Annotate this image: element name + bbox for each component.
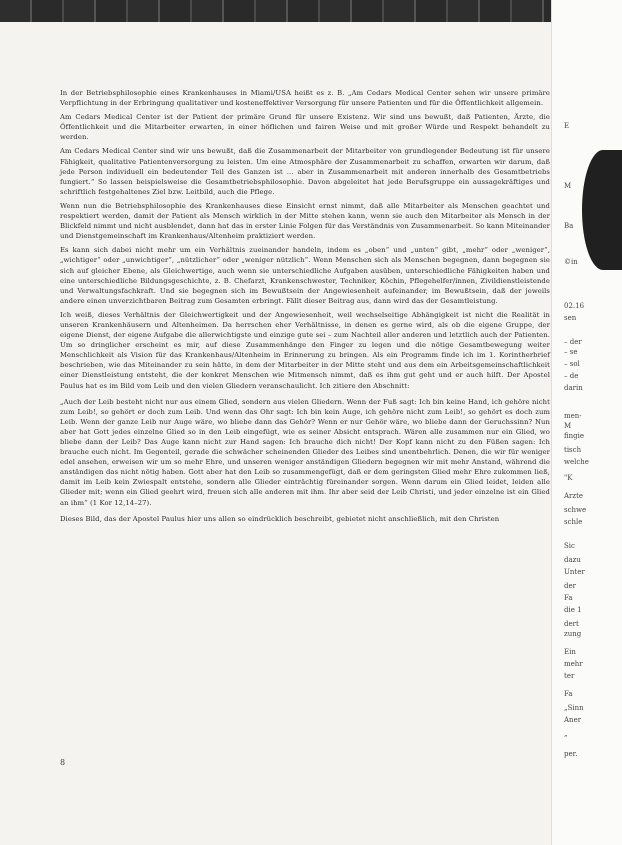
paragraph-6: Ich weiß, dieses Verhältnis der Gleichwertigkeit und der Angewiesenheit, weil wechselseitige Abhängigkeit ist nicht die Realität in unseren Krankenhäusern und Altenheimen. Da herrschen eher Verhältnisse, in denen es gerne wird, als ob die eigene Gruppe, der eigene Dienst, der eigene Aufgabe die allerwichtigste und einzige gute sei – zum Nachteil aller anderen und letztlich auch der Patienten. Um so dringlicher erscheint es mir, auf diese Zusammenhänge den Finger zu legen und die nötige Gesamtbewegung weiter Menschlichkeit als Vision für das Krankenhaus/Altenheim in Erinnerung zu bringen. Als ein Programm finde ich im 1. Korintherbrief beschrieben, wie das Miteinander zu sein hätte, in dem der Mitarbeiter in der Mitte steht und aus dem ein Arbeitsgemeinschaftlichkeit einer Dienstleistung entsteht, die der konkret Menschen wie Mitmensch nimmt, daß es ihm gut geht und er auch hilft. Der Apostel Paulus hat es im Bild vom Leib und den vielen Gliedern veranschaulicht. Ich zitiere den Abschnitt: bbox=[60, 310, 550, 390]
adjacent-page-fragment: 02.16 bbox=[564, 302, 585, 310]
adjacent-page-fragment: – de bbox=[564, 372, 579, 380]
adjacent-page-fragment: tisch bbox=[564, 446, 582, 454]
adjacent-page-fragment: welche bbox=[564, 458, 589, 466]
adjacent-page-edge bbox=[551, 0, 622, 845]
adjacent-page-fragment: schwe bbox=[564, 506, 587, 514]
scan-strip bbox=[0, 0, 560, 22]
adjacent-page-fragment: Fa bbox=[564, 690, 573, 698]
adjacent-page-fragment: „ bbox=[564, 730, 568, 738]
paragraph-5: Es kann sich dabei nicht mehr um ein Verhältnis zueinander handeln, indem es „oben“ und „unten“ gibt, „mehr“ oder „weniger“, „wichtiger“ oder „unwichtiger“, „nützlicher“ oder „weniger nützlich“. Wenn Menschen sich als Menschen begegnen, dann begegnen sie sich auf gleicher Ebene, als Gleichwertige, auch wenn sie unterschiedliche Aufgaben ausüben, unterschiedliche Fähigkeiten haben und eine unterschiedliche Bildungsgeschichte, z. B. Chefarzt, Krankenschwester, Techniker, Köchin, Pflegehelfer/innen, Zivildienstleistende und Verwaltungsfachkraft. Und sie begegnen sich im Bewußtsein der Angewiesenheit aufeinander, im Bewußtsein, daß der jeweils andere einen unverzichtbaren Beitrag zum Gesamten erbringt. Fällt dieser Beitrag aus, dann wird das der Gesamtleistung. bbox=[60, 246, 550, 305]
adjacent-page-fragment: – sol bbox=[564, 360, 580, 368]
document-body bbox=[60, 88, 550, 528]
adjacent-page-fragment: mehr bbox=[564, 660, 583, 668]
adjacent-page-fragment: die 1 bbox=[564, 606, 582, 614]
adjacent-page-fragment: Unter bbox=[564, 568, 585, 576]
adjacent-page-fragment: Arzte bbox=[564, 492, 584, 500]
paragraph-3: Am Cedars Medical Center sind wir uns bewußt, daß die Zusammenarbeit der Mitarbeiter von grundlegender Bedeutung ist für unsere Fähigkeit, qualitative Patientenversorgung zu leisten. Um eine Atmosphäre der Zusammenarbeit zu schaffen, erwarten wir darum, daß jede Person individuell ein bedeutender Teil des Ganzen ist … aber in Zusammenarbeit mit anderen innerhalb des Gesamtbetriebs fungiert.“ So lassen beispielsweise die Gesamtbetriebsphilosophie. Davon abgeleitet hat jede Berufsgruppe ein aussagekräftiges und schriftlich festgehaltenes Ziel bzw. Leitbild, auch die Pflege. bbox=[60, 147, 550, 196]
adjacent-page-fragment: dert bbox=[564, 620, 579, 628]
adjacent-page-fragment: dazu bbox=[564, 556, 581, 564]
adjacent-page-fragment: men- bbox=[564, 412, 582, 420]
adjacent-page-fragment: per. bbox=[564, 750, 578, 758]
adjacent-page-fragment: sen bbox=[564, 314, 577, 322]
adjacent-page-fragment: – se bbox=[564, 348, 578, 356]
page-number: 8 bbox=[60, 758, 66, 767]
paragraph-8: Dieses Bild, das der Apostel Paulus hier uns allen so eindrücklich beschreibt, gebietet nicht anschließlich, mit den Christen bbox=[60, 514, 500, 523]
adjacent-page-fragment: der bbox=[564, 582, 576, 590]
adjacent-page-fragment: Ba bbox=[564, 222, 574, 230]
paragraph-4: Wenn nun die Betriebsphilosophie des Krankenhauses diese Einsicht ernst nimmt, daß alle Mitarbeiter als Menschen geachtet und respektiert werden, damit der Patient als Mensch wirklich in der Mitte stehen kann, wenn sie auch den Mitarbeiter als Mensch in der Blickfeld nimmt und nicht ausblendet, dann hat das in erster Linie Folgen für das Verständnis von Zusammenarbeit. So kann Miteinander und Dienstgemeinschaft im Krankenhaus/Altenheim praktiziert werden. bbox=[60, 201, 550, 241]
paragraph-1: In der Betriebsphilosophie eines Krankenhauses in Miami/USA heißt es z. B. „Am Cedars Medical Center sehen wir unsere primäre Verpflichtung in der Erbringung qualitativer und kosteneffektiver Versorgung für unsere Patienten und für die Öffentlichkeit allgemein. bbox=[60, 89, 550, 108]
adjacent-page-fragment: zung bbox=[564, 630, 582, 638]
adjacent-page-fragment: fingie bbox=[564, 432, 585, 440]
paragraph-2: Am Cedars Medical Center ist der Patient der primäre Grund für unsere Existenz. Wir sind uns bewußt, daß Patienten, Ärzte, die Öffentlichkeit und die Mitarbeiter erwarten, in einer höflichen und fairen Weise und mit großer Würde und Respekt behandelt zu werden. bbox=[60, 113, 550, 142]
adjacent-page-fragment: – der bbox=[564, 338, 582, 346]
adjacent-page-fragment: Ein bbox=[564, 648, 576, 656]
adjacent-page-fragment: M bbox=[564, 182, 572, 190]
adjacent-page-fragment: M bbox=[564, 422, 572, 430]
adjacent-page-fragment: Aner bbox=[564, 716, 582, 724]
adjacent-page-fragment: ©in bbox=[564, 258, 578, 266]
adjacent-page-graphic bbox=[582, 150, 622, 270]
adjacent-page-fragment: Fa bbox=[564, 594, 573, 602]
adjacent-page-fragment: Sic bbox=[564, 542, 575, 550]
adjacent-page-fragment: „Sinn bbox=[564, 704, 584, 712]
adjacent-page-fragment: E bbox=[564, 122, 570, 130]
adjacent-page-fragment: schle bbox=[564, 518, 583, 526]
adjacent-page-fragment: darin bbox=[564, 384, 583, 392]
adjacent-page-fragment: "K bbox=[564, 474, 573, 482]
bible-quote: „Auch der Leib besteht nicht nur aus einem Glied, sondern aus vielen Gliedern. Wenn der Fuß sagt: Ich bin keine Hand, ich gehöre nicht zum Leib!, so gehört er doch zum Leib. Und wenn das Ohr sagt: Ich bin kein Auge, ich gehöre nicht zum Leib!, so gehört es doch zum Leib. Wenn der ganze Leib nur Auge wäre, wo bliebe dann das Gehör? Wenn er nur Gehör wäre, wo bliebe dann der Geruchssinn? Nun aber hat Gott jedes einzelne Glied so in den Leib eingefügt, wie es seiner Absicht entsprach. Wären alle zusammen nur ein Glied, wo bliebe dann der Leib? Das Auge kann nicht zur Hand sagen: Ich brauche dich nicht! Der Kopf kann nicht zu den Füßen sagen: Ich brauche euch nicht. Im Gegenteil, gerade die schwächer scheinenden Glieder des Leibes sind unentbehrlich. Denen, die wir für weniger edel ansehen, erweisen wir um so mehr Ehre, und unseren weniger anständigen Gliedern begegnen wir mit mehr Anstand, während die anständigen das nicht nötig haben. Gott aber hat den Leib so zusammengefügt, daß er dem geringsten Glied mehr Ehre zukommen ließ, damit im Leib kein Zwiespalt entstehe, sondern alle Glieder einträchtig füreinander sorgen. Wenn darum ein Glied leidet, leiden alle Glieder mit; wenn ein Glied geehrt wird, freuen sich alle anderen mit ihm. Ihr aber seid der Leib Christi, und jeder einzelne ist ein Glied an ihm“ (1 Kor 12,14–27). bbox=[60, 397, 550, 507]
adjacent-page-fragment: ter bbox=[564, 672, 575, 680]
